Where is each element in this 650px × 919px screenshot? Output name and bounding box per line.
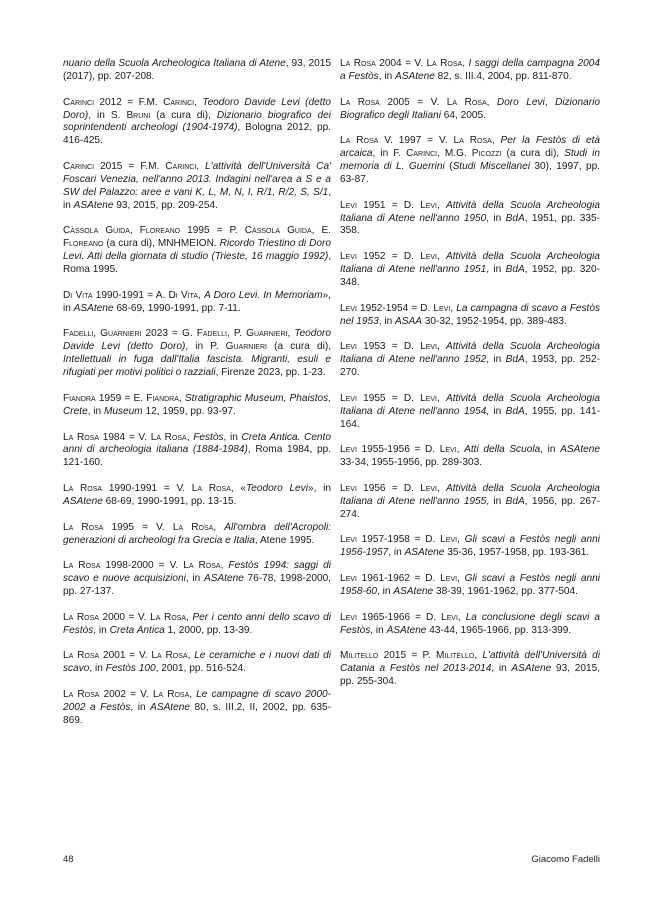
entry-author-name: Fiandra — [63, 392, 96, 404]
entry-author-name: Levi — [439, 444, 457, 456]
entry-text: , in — [63, 186, 331, 211]
entry-text: (a cura di), — [150, 109, 217, 121]
entry-text: , in — [486, 405, 506, 417]
entry-text: 1995 = P. — [180, 225, 245, 237]
entry-text: , — [220, 560, 229, 572]
entry-text: (a cura di), MNHMEION. — [103, 238, 220, 250]
entry-text: 30-32, 1952-1954, pp. 389-483. — [421, 315, 567, 327]
entry-italic-text: Studi Miscellanei — [452, 161, 530, 173]
bibliography-entry — [63, 483, 331, 509]
bibliography-entry — [340, 97, 600, 123]
entry-text: , — [474, 650, 483, 662]
entry-author-name: Levi — [340, 611, 357, 623]
entry-author-name: Di Vita — [168, 289, 199, 301]
entry-author-name: La Rosa — [183, 560, 221, 572]
entry-author-name: Càssola Guida — [244, 225, 312, 237]
bibliography-entry — [63, 650, 331, 676]
entry-text: , — [198, 289, 205, 301]
entry-text: 2005 = V. — [379, 96, 447, 108]
entry-italic-text: ASAA — [395, 315, 422, 327]
entry-author-name: La Rosa — [63, 650, 100, 662]
bibliography-entry — [340, 341, 600, 380]
entry-italic-text: BdA — [505, 264, 525, 276]
entry-text: 93, 2015, pp. 209-254. — [113, 199, 218, 211]
entry-author-name: La Rosa — [191, 483, 231, 495]
entry-text: 1990-1991 = V. — [102, 483, 192, 495]
entry-text: , in S. — [88, 109, 127, 121]
entry-text: , E. — [311, 225, 331, 237]
bibliography-entry — [340, 483, 600, 522]
entry-text: , in — [370, 624, 387, 636]
entry-author-name: Floreano — [63, 238, 104, 250]
entry-italic-text: ASAtene — [395, 70, 435, 82]
entry-text: 33-34, 1955-1956, pp. 289-303. — [340, 457, 482, 469]
entry-italic-text: Creta Antica — [109, 624, 165, 636]
entry-text: , in — [491, 663, 512, 675]
entry-italic-text: Attività della Scuola Archeologia Italiana di Atene nell'anno 1952 — [340, 341, 600, 366]
entry-italic-text: Attività della Scuola Archeologia Italiana di Atene nell'anno 1954 — [340, 392, 600, 417]
entry-italic-text: La conclusione degli scavi a Festòs — [340, 611, 600, 636]
bibliography-entry — [63, 225, 331, 277]
entry-italic-text: Per la Festòs di età arcaica — [340, 135, 601, 160]
entry-italic-text: Festòs — [193, 431, 224, 443]
entry-author-name: La Rosa — [340, 96, 380, 108]
entry-text: 1959 = E. — [95, 392, 147, 404]
entry-author-name: Fadelli — [63, 328, 94, 340]
entry-text: 1961-1962 = D. — [356, 573, 441, 585]
entry-text: , in — [378, 70, 395, 82]
entry-text: , in — [540, 444, 561, 456]
entry-italic-text: Museum — [103, 405, 143, 417]
entry-text: , Firenze 2023, pp. 1-23. — [215, 367, 326, 379]
entry-author-name: Picozzi — [471, 148, 502, 160]
entry-italic-text: Teodoro Davide Levi (detto Doro) — [63, 328, 331, 353]
entry-author-name: Levi — [340, 392, 357, 404]
entry-italic-text: L'attività dell'Università Ca' Foscari Venezia, nell'anno 2013. Indagini nell'area a S e a SW del Palazzo: aree e vani K, L, M, N, I, R/1, R/2, S, S/1 — [63, 161, 331, 198]
entry-italic-text: ASAtene — [393, 585, 434, 597]
entry-author-name: La Rosa — [453, 135, 492, 147]
bibliography-entry — [63, 689, 331, 728]
entry-text: 1956 = D. — [356, 482, 421, 494]
entry-text: , in — [388, 547, 405, 559]
entry-italic-text: Intellettuali in fuga dall'Italia fascista. Migranti, esuli e rifugiati per motivi politici o razziali — [63, 354, 331, 379]
entry-text: (a cura di), — [266, 341, 332, 353]
entry-italic-text: Per i cento anni dello scavo di Festòs — [63, 611, 331, 636]
entry-text: , P. — [227, 328, 247, 340]
entry-text: 2001 = V. — [99, 650, 152, 662]
entry-text: , 2001, pp. 516-524. — [155, 663, 246, 675]
entry-italic-text: Attività della Scuola Archeologia Italiana di Atene nell'anno 1951 — [340, 251, 600, 276]
entry-author-name: Guarnieri — [100, 328, 142, 340]
entry-author-name: La Rosa — [151, 650, 188, 662]
entry-text: , in — [486, 354, 506, 366]
bibliography-entry — [340, 573, 600, 599]
entry-italic-text: Le ceramiche e i nuovi dati di scavo — [63, 650, 331, 675]
entry-author-name: Levi — [420, 482, 438, 494]
entry-author-name: Levi — [420, 341, 438, 353]
bibliography-entry — [63, 432, 331, 471]
entry-text: 1965-1966 = D. — [356, 611, 442, 623]
entry-author-name: Càssola Guida — [63, 225, 130, 237]
entry-text: 2004 = V. — [375, 58, 427, 69]
entry-text: , 93, 2015 (2017), pp. 207-208. — [63, 58, 331, 82]
entry-author-name: Levi — [441, 611, 458, 623]
entry-italic-text: All'ombra dell'Acropoli: generazioni di archeologi fra Grecia e Italia — [63, 521, 331, 546]
entry-text: , — [437, 482, 447, 494]
entry-text: , Roma 1995. — [63, 251, 331, 276]
entry-text: , — [189, 688, 197, 700]
entry-text: 1955-1956 = D. — [356, 444, 440, 456]
entry-author-name: Floreano — [139, 225, 181, 237]
entry-italic-text: nuario della Scuola Archeologica Italiana di Atene — [63, 58, 286, 69]
bibliography-entry — [63, 612, 331, 638]
entry-text: , 1952, pp. 320-348. — [340, 264, 600, 288]
entry-text: 1952-1954 = D. — [356, 302, 434, 314]
entry-text: , in — [486, 264, 506, 276]
entry-text: , in F. — [372, 148, 407, 160]
entry-text: , Roma 1984, pp. 121-160. — [63, 444, 331, 469]
entry-author-name: Levi — [340, 482, 357, 494]
entry-italic-text: Dizionario biografico dei soprintendenti archeologi (1904-1974) — [63, 109, 331, 134]
entry-author-name: Carinci — [406, 148, 438, 160]
entry-text: , — [129, 225, 140, 237]
bibliography-entry — [63, 560, 331, 599]
entry-author-name: Levi — [340, 444, 357, 456]
entry-text: », in — [307, 483, 331, 495]
entry-italic-text: Stratigraphic Museum, Phaistos, Crete — [63, 392, 331, 417]
entry-text: , in — [377, 585, 394, 597]
bibliography-entry — [63, 393, 331, 419]
entry-italic-text: ASAtene — [73, 199, 114, 211]
entry-text: 12, 1959, pp. 93-97. — [142, 405, 236, 417]
entry-text: , — [462, 58, 469, 69]
entry-author-name: La Rosa — [150, 611, 187, 623]
entry-text: 2015 = P. — [378, 650, 436, 662]
entry-author-name: Bruni — [126, 109, 151, 121]
entry-text: 2015 = F.M. — [94, 161, 166, 173]
entry-text: 1951 = D. — [356, 199, 421, 211]
entry-italic-text: ASAtene — [73, 302, 114, 314]
entry-italic-text: Ricordo Triestino di Doro Levi. Atti della giornata di studio (Trieste, 16 maggio 1992) — [63, 238, 331, 263]
entry-italic-text: Teodoro Davide Levi (detto Doro) — [63, 96, 331, 121]
entry-author-name: Fadelli — [196, 328, 227, 340]
entry-text: , — [93, 328, 101, 340]
entry-text: 68-69, 1990-1991, pp. 7-11. — [113, 302, 241, 314]
entry-italic-text: La campagna di scavo a Festòs nel 1953 — [340, 302, 601, 327]
entry-text: , — [178, 392, 185, 404]
entry-text: , in — [130, 701, 151, 713]
entry-author-name: Levi — [340, 199, 357, 211]
entry-text: , in P. — [185, 341, 226, 353]
entry-text: , — [186, 431, 194, 443]
entry-author-name: Militello — [340, 650, 379, 662]
entry-text: 1995 = V. — [103, 521, 173, 533]
entry-text: 38-39, 1961-1962, pp. 377-504. — [433, 585, 578, 597]
bibliography-entry — [340, 58, 600, 84]
entry-text: 43-44, 1965-1966, pp. 313-399. — [426, 624, 572, 636]
bibliography-entry — [340, 251, 600, 290]
entry-author-name: Levi — [440, 573, 458, 585]
entry-author-name: La Rosa — [426, 58, 463, 69]
running-footer-author: Giacomo Fadelli — [531, 854, 600, 865]
entry-text: 1984 = V. — [99, 431, 151, 443]
entry-text: 1955 = D. — [356, 392, 421, 404]
entry-author-name: La Rosa — [63, 688, 100, 700]
entry-text: , — [437, 341, 447, 353]
entry-text: , — [196, 161, 206, 173]
entry-italic-text: Attività della Scuola Archeologia Italiana di Atene nell'anno 1950 — [340, 199, 600, 224]
entry-text: , 1955, pp. 141-164. — [340, 405, 600, 430]
entry-text: , — [194, 96, 203, 108]
bibliography-entry — [63, 161, 331, 213]
entry-text: 2000 = V. — [98, 611, 151, 623]
page-number: 48 — [63, 854, 74, 865]
entry-text: , — [491, 135, 501, 147]
entry-text: 1952 = D. — [356, 251, 421, 263]
entry-text: 2023 = G. — [141, 328, 197, 340]
entry-author-name: La Rosa — [63, 521, 104, 533]
entry-text: 68-69, 1990-1991, pp. 13-15. — [102, 495, 237, 507]
entry-italic-text: Studi in memoria di L. Guerrini — [340, 148, 600, 173]
entry-italic-text: ASAtene — [150, 701, 190, 713]
entry-text: 1, 2000, pp. 13-39. — [164, 624, 253, 636]
entry-author-name: Militello — [435, 650, 475, 662]
bibliography-entry — [340, 200, 600, 239]
entry-text: », in — [63, 289, 331, 314]
entry-italic-text: Gli scavi a Festòs negli anni 1956-1957 — [340, 534, 601, 559]
entry-author-name: Levi — [340, 534, 357, 546]
entry-author-name: Levi — [340, 573, 357, 585]
entry-text: , — [486, 96, 497, 108]
entry-italic-text: Atti della Scuola — [464, 444, 541, 456]
entry-text: , — [187, 650, 195, 662]
entry-italic-text: A Doro Levi. In Memoriam — [204, 289, 323, 301]
entry-author-name: La Rosa — [63, 431, 100, 443]
entry-italic-text: BdA — [505, 495, 525, 507]
bibliography-entry — [340, 534, 600, 560]
entry-text: 2002 = V. — [99, 688, 153, 700]
entry-text: , « — [230, 483, 247, 495]
entry-author-name: La Rosa — [63, 560, 101, 572]
entry-italic-text: I saggi della campagna 2004 a Festòs — [340, 58, 600, 82]
entry-text: , 1956, pp. 267-274. — [340, 495, 600, 520]
entry-italic-text: Le campagne di scavo 2000-2002 a Festòs — [63, 688, 331, 713]
entry-text: , — [437, 199, 447, 211]
entry-text: , in — [87, 405, 104, 417]
entry-italic-text: Creta Antica. Cento anni di archeologia italiana (1884-1984) — [63, 431, 331, 456]
entry-italic-text: L'attività dell'Università di Catania a Festòs nel 2013-2014 — [340, 650, 600, 675]
entry-text: 1990-1991 = A. — [92, 289, 169, 301]
entry-author-name: La Rosa — [150, 431, 187, 443]
entry-italic-text: Gli scavi a Festòs negli anni 1958-60 — [340, 573, 601, 597]
entry-author-name: La Rosa — [340, 58, 376, 69]
entry-italic-text: BdA — [505, 354, 525, 366]
entry-author-name: Levi — [420, 199, 438, 211]
entry-text: 93, 2015, pp. 255-304. — [340, 663, 600, 688]
entry-text: , 1951, pp. 335-358. — [340, 212, 600, 237]
entry-text: , — [456, 444, 465, 456]
entry-italic-text: Attività della Scuola Archeologia Italiana di Atene nell'anno 1955 — [340, 482, 600, 507]
entry-text: , in — [93, 624, 110, 636]
entry-text: 80, s. III.2, II, 2002, pp. 635-869. — [63, 701, 331, 726]
entry-author-name: Guarnieri — [225, 341, 267, 353]
bibliography-entry — [340, 444, 600, 470]
entry-author-name: Levi — [420, 392, 438, 404]
entry-text: , in — [89, 663, 106, 675]
bibliography-entry — [63, 522, 331, 548]
entry-text: , — [437, 251, 447, 263]
entry-author-name: Levi — [440, 534, 458, 546]
bibliography-entry — [340, 135, 600, 187]
entry-text: , — [457, 573, 465, 585]
entry-author-name: Levi — [420, 251, 438, 263]
entry-author-name: Levi — [433, 302, 451, 314]
entry-author-name: Di Vita — [63, 289, 93, 301]
entry-italic-text: Festòs 100 — [105, 663, 156, 675]
entry-italic-text: ASAtene — [404, 547, 445, 559]
bibliography-entry — [340, 612, 600, 638]
entry-text: 76-78, 1998-2000, pp. 27-137. — [63, 573, 331, 598]
entry-text: , — [287, 328, 295, 340]
entry-author-name: Carinci — [165, 161, 197, 173]
entry-author-name: Carinci — [63, 96, 95, 108]
entry-italic-text: ASAtene — [560, 444, 601, 456]
entry-text: 64, 2005. — [441, 109, 486, 121]
entry-text: 1998-2000 = V. — [100, 560, 184, 572]
bibliography-entry — [63, 328, 331, 380]
entry-italic-text: ASAtene — [203, 573, 244, 585]
entry-author-name: La Rosa — [63, 483, 103, 495]
entry-italic-text: BdA — [505, 212, 525, 224]
bibliography-entry — [63, 290, 331, 316]
entry-author-name: Carinci — [163, 96, 195, 108]
entry-italic-text: ASAtene — [511, 663, 552, 675]
entry-text: 82, s. III.4, 2004, pp. 811-870. — [434, 70, 572, 82]
bibliography-column-left — [63, 58, 331, 741]
bibliography-entry — [63, 97, 331, 149]
entry-text: 2012 = F.M. — [94, 96, 164, 108]
entry-text: , in — [486, 212, 506, 224]
entry-text: , — [457, 611, 466, 623]
entry-text: , — [437, 392, 447, 404]
entry-author-name: Levi — [340, 341, 357, 353]
entry-italic-text: Festòs 1994: saggi di scavo e nuove acquisizioni — [63, 560, 331, 585]
entry-text: 1957-1958 = D. — [356, 534, 441, 546]
entry-text: , in — [378, 315, 396, 327]
entry-author-name: Levi — [340, 302, 357, 314]
entry-text: 1953 = D. — [356, 341, 421, 353]
entry-text: , — [457, 534, 465, 546]
entry-italic-text: ASAtene — [386, 624, 427, 636]
entry-author-name: Fiandra — [146, 392, 179, 404]
entry-text: , in — [185, 573, 204, 585]
entry-italic-text: Doro Levi — [496, 96, 545, 108]
entry-italic-text: ASAtene — [63, 495, 103, 507]
entry-author-name: La Rosa — [152, 688, 190, 700]
entry-author-name: La Rosa — [446, 96, 487, 108]
entry-italic-text: BdA — [505, 405, 525, 417]
entry-italic-text: Dizionario Biografico degli Italiani — [340, 96, 600, 121]
entry-text: , — [213, 521, 225, 533]
bibliography-entry — [63, 58, 331, 84]
bibliography-entry — [340, 650, 600, 689]
entry-italic-text: Teodoro Levi — [246, 483, 308, 495]
entry-author-name: La Rosa — [340, 135, 379, 147]
entry-text: , in — [223, 431, 242, 443]
bibliography-column-right — [340, 58, 600, 702]
entry-text: , — [544, 96, 556, 108]
entry-author-name: La Rosa — [172, 521, 214, 533]
entry-text: , in — [486, 495, 506, 507]
entry-text: 35-36, 1957-1958, pp. 193-361. — [444, 547, 590, 559]
entry-text: 30), 1997, pp. 63-87. — [340, 161, 600, 185]
entry-text: ( — [444, 161, 453, 173]
entry-author-name: Levi — [340, 251, 357, 263]
entry-author-name: Carinci — [63, 161, 95, 173]
entry-text: , Atene 1995. — [254, 534, 315, 546]
entry-author-name: La Rosa — [63, 611, 99, 623]
bibliography-entry — [340, 393, 600, 432]
bibliography-entry — [340, 303, 600, 329]
entry-text: (a cura di), — [501, 148, 565, 160]
entry-text: , — [186, 611, 193, 623]
entry-text: V. 1997 = V. — [378, 135, 454, 147]
entry-text: , — [450, 302, 457, 314]
entry-text: , M.G. — [437, 148, 472, 160]
entry-text: , 1953, pp. 252-270. — [340, 354, 600, 379]
entry-text: , Bologna 2012, pp. 416-425. — [63, 122, 331, 147]
entry-author-name: Guarnieri — [246, 328, 288, 340]
